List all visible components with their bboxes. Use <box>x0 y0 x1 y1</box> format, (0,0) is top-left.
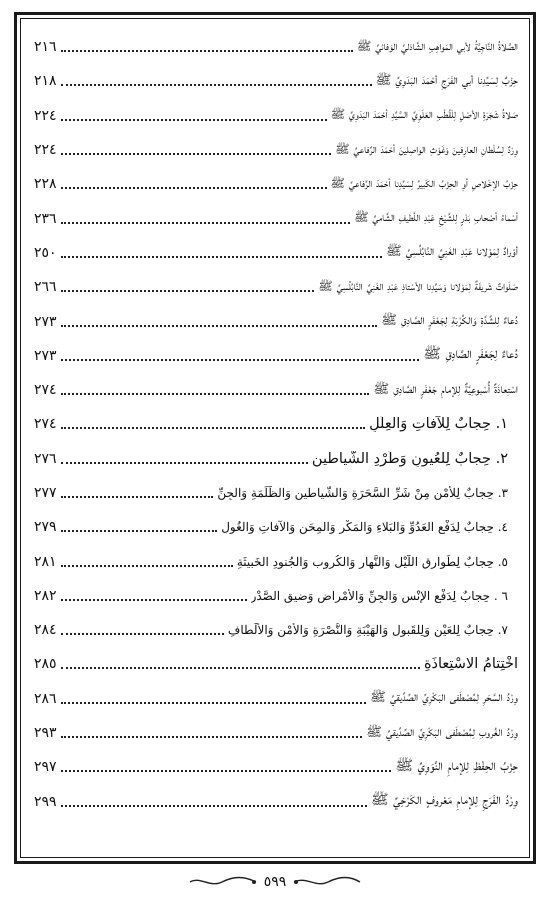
toc-entry-title: صَلاةُ شَجَرَةِ الأصْلِ لِلْقُطْبِ العَلَوِيِّ السَّيِّدِ أحْمَدَ البَدَوِيِّ ﷺ <box>330 107 518 122</box>
toc-entry-page: ٢٣٦ <box>34 210 57 227</box>
toc-entry-page: ٢٩٩ <box>34 793 57 810</box>
toc-entry-page: ٢١٨ <box>34 73 57 90</box>
dot-leader <box>61 325 378 327</box>
dot-leader <box>61 770 392 772</box>
toc-entry <box>34 373 518 407</box>
dot-leader <box>61 667 420 669</box>
flourish-right-icon <box>292 875 362 889</box>
page-footer <box>0 870 550 894</box>
page-number: ٥٩٩ <box>263 874 287 890</box>
toc-entry-page: ٢٧٧ <box>34 485 57 501</box>
toc-entry <box>34 785 518 819</box>
dot-leader <box>61 565 233 567</box>
dot-leader <box>61 736 363 738</box>
toc-entry-title: اسْتِعاذَةٌ أُسْبوعِيَّةٌ لِلإمامِ جَعْفَرٍ الصَّادِقِ ﷺ <box>373 381 518 397</box>
toc-entry <box>34 64 518 98</box>
toc-entry-title: دُعاءٌ لِلشِّدَّةِ وَالكُرْبَةِ لِجَعْفَرٍ الصَّادِقِ ﷺ <box>381 313 518 329</box>
flourish-left-icon <box>188 875 258 889</box>
toc-entry-title: دُعاءٌ لِجَعْفَرٍ الصَّادِقِ ﷺ <box>423 346 518 363</box>
toc-entry-page: ٢٧٦ <box>34 450 57 467</box>
toc-entry <box>34 647 518 681</box>
dot-leader <box>61 50 353 52</box>
dot-leader <box>61 119 327 121</box>
toc-entry-title: أوْرادٌ لِمَوْلانا عَبْدِ الغَنِيِّ النَّابُلُسِيِّ ﷺ <box>386 244 518 260</box>
toc-entry-page: ٢٨٢ <box>34 587 57 604</box>
toc-entry-title: الصَّلاةُ النَّاجِيَّةُ لأبي المَواهِبِ الشَّاذليِّ الوَفائيِّ ﷺ <box>356 38 518 53</box>
toc-entry-page: ٢٧٤ <box>34 416 57 433</box>
dot-leader <box>61 530 218 532</box>
toc-entry <box>34 613 518 647</box>
toc-entry <box>34 30 518 64</box>
dot-leader <box>61 427 366 429</box>
toc-entry <box>34 544 518 578</box>
toc-entry-page: ٢٢٤ <box>34 107 57 124</box>
toc-entry <box>34 133 518 167</box>
toc-entry-title: صَلَواتٌ شَريفَةٌ لِمَوْلانا وَسَيِّدِنا الأسْتاذِ عَبْدِ الغَنِيِّ النَّابُلُسِيِّ ﷺ <box>318 278 518 293</box>
toc-entry <box>34 236 518 270</box>
toc-entry-page: ٢٩٣ <box>34 725 57 742</box>
toc-entry-page: ٢٩٧ <box>34 759 57 776</box>
toc-entry <box>34 682 518 716</box>
toc-entry-title: ١. حِجابٌ لِلآفاتِ وَالعِلَلِ <box>369 416 508 433</box>
toc-entry <box>34 510 518 544</box>
toc-entry <box>34 442 518 476</box>
toc-entry-page: ٢٧٣ <box>34 347 57 364</box>
toc-entry-title: ٣. حِجابٌ لِلأمْنِ مِنْ شَرِّ السَّحَرَةِ وَالشَّياطينِ وَالظَّلَمَةِ وَالجِنِّ <box>217 486 508 500</box>
toc-entry-page: ٢٧٤ <box>34 382 57 399</box>
toc-entry <box>34 99 518 133</box>
toc-entry-title: حِزْبُ الحِفْظِ لِلإمامِ النَّوَوِيِّ ﷺ <box>395 757 518 774</box>
toc-entry <box>34 716 518 750</box>
toc-entry-title: اخْتِتامُ الاسْتِعاذَةِ <box>423 656 518 673</box>
dot-leader <box>61 290 315 292</box>
toc-entry-title: ٤. حِجابٌ لِدَفْعِ العَدُوِّ وَالبَلاءِ وَالمَكْرِ وَالمِحَنِ وَالآفاتِ وَالغُولِ <box>221 520 508 535</box>
dot-leader <box>61 805 367 807</box>
dot-leader <box>61 393 370 395</box>
dot-leader <box>61 222 351 224</box>
dot-leader <box>61 496 214 498</box>
toc-entry-title: ٢. حِجابٌ لِلعُيونِ وَطَرْدِ الشَّياطينِ <box>311 450 508 467</box>
toc-entry <box>34 167 518 201</box>
dot-leader <box>61 256 382 258</box>
toc-entry <box>34 201 518 235</box>
dot-leader <box>61 702 367 704</box>
toc-entry-page: ٢٢٨ <box>34 176 57 193</box>
toc-entry <box>34 270 518 304</box>
toc-entry-title: ٧. حِجابٌ لِلعَيْنِ وَلِلقَبولِ وَالهَيْبَةِ وَالنُّصْرَةِ وَالأمْنِ وَالألْطافِ <box>227 623 508 638</box>
toc-entry-page: ٢٨٥ <box>34 656 57 673</box>
toc-entry-page: ٢٨٦ <box>34 690 57 707</box>
toc-entry-title: وِرْدُ الغُروبِ لِمُصْطَفى البَكْرِيِّ الصِّدِّيقيِّ ﷺ <box>366 724 518 740</box>
table-of-contents <box>34 30 518 819</box>
dot-leader <box>61 359 420 361</box>
toc-entry-page: ٢٧٩ <box>34 519 57 536</box>
dot-leader <box>61 633 224 635</box>
toc-entry <box>34 304 518 338</box>
toc-entry-title: حِزْبٌ لِسَيِّدِنا أبي الفَرَجِ أحْمَدَ البَدَوِيِّ ﷺ <box>375 72 518 88</box>
toc-entry <box>34 339 518 373</box>
toc-entry-page: ٢٦٦ <box>34 279 57 296</box>
toc-entry-page: ٢٢٤ <box>34 142 57 159</box>
footer-ornament <box>188 874 363 890</box>
toc-entry-title: حِزْبُ الإخْلاصِ أوِ الحِزْبُ الكَبيرُ لِسَيِّدِنا أحْمَدَ الرِّفاعيِّ ﷺ <box>330 175 518 190</box>
toc-entry <box>34 476 518 510</box>
toc-entry-title: ٦ . حِجابٌ لِدَفْعِ الإنْسِ وَالجِنِّ وَالأمْراضِ وَضيقِ الصَّدْرِ <box>250 588 508 603</box>
dot-leader <box>61 462 308 464</box>
toc-entry <box>34 579 518 613</box>
toc-entry-title: وِرْدُ الفَرَجِ لِلإمامِ مَعْروفٍ الكَرْخِيِّ ﷺ <box>371 792 518 809</box>
toc-entry-page: ٢٥٠ <box>34 244 57 261</box>
toc-entry <box>34 407 518 441</box>
dot-leader <box>61 187 327 189</box>
toc-entry-page: ٢٨١ <box>34 553 57 570</box>
toc-entry-title: وِرْدُ السَّحَرِ لِمُصْطَفى البَكْرِيِّ الصِّدِّيقيِّ ﷺ <box>370 690 518 706</box>
toc-entry-title: ٥. حِجابٌ لِطَوارِقِ اللَّيْلِ وَالنَّهارِ وَالكُروبِ وَالجُنودِ الخَبيثَةِ <box>236 554 508 569</box>
toc-entry-page: ٢٧٣ <box>34 313 57 330</box>
toc-entry-title: أسْماءُ أصْحابِ بَدْرٍ لِلشَّيْخِ عَبْدِ اللَّطيفِ الشَّاميِّ ﷺ <box>354 210 518 225</box>
toc-entry-title: وِرْدٌ لِسُلْطانِ العارِفينَ وَغَوْثِ الواصِلينَ أحْمَدَ الرِّفاعيِّ ﷺ <box>335 141 518 156</box>
toc-entry-page: ٢١٦ <box>34 39 57 56</box>
toc-entry <box>34 750 518 784</box>
dot-leader <box>61 84 372 86</box>
dot-leader <box>61 599 247 601</box>
toc-entry-page: ٢٨٤ <box>34 622 57 639</box>
dot-leader <box>61 153 332 155</box>
